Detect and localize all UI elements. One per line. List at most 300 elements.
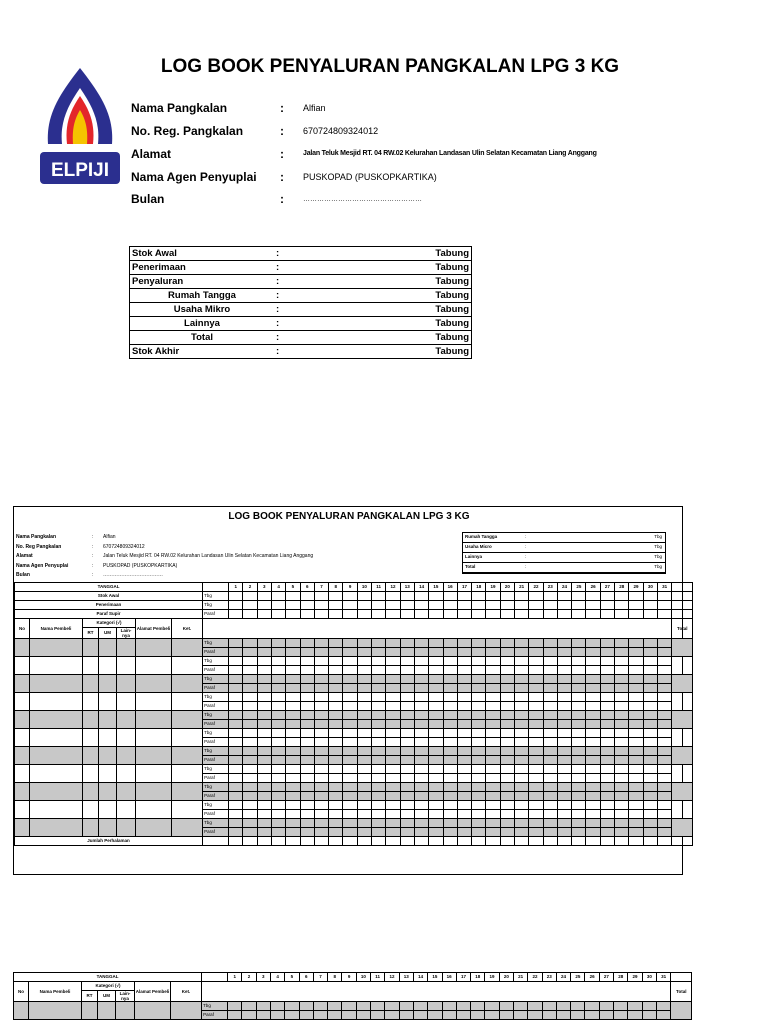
log-cell[interactable] xyxy=(256,1002,270,1011)
buyer-address-cell[interactable] xyxy=(136,639,172,657)
log-cell[interactable] xyxy=(372,601,386,610)
log-cell[interactable] xyxy=(372,675,386,684)
log-cell[interactable] xyxy=(615,592,629,601)
ket-cell[interactable] xyxy=(172,819,203,837)
log-cell[interactable] xyxy=(386,702,400,711)
log-cell[interactable] xyxy=(542,1011,556,1020)
buyer-no-cell[interactable] xyxy=(15,657,30,675)
cat-lain-cell[interactable] xyxy=(117,711,136,729)
log-cell[interactable] xyxy=(486,810,500,819)
log-cell[interactable] xyxy=(586,783,600,792)
log-cell[interactable] xyxy=(629,747,643,756)
log-cell[interactable] xyxy=(357,783,371,792)
log-cell[interactable] xyxy=(442,1002,456,1011)
log-cell[interactable] xyxy=(443,747,457,756)
log-cell[interactable] xyxy=(229,819,243,828)
log-cell[interactable] xyxy=(572,819,586,828)
cat-rt-cell[interactable] xyxy=(83,765,99,783)
log-cell[interactable] xyxy=(229,828,243,837)
log-cell[interactable] xyxy=(271,837,285,846)
log-cell[interactable] xyxy=(586,765,600,774)
log-cell[interactable] xyxy=(500,711,514,720)
log-cell[interactable] xyxy=(357,592,371,601)
log-cell[interactable] xyxy=(229,756,243,765)
log-cell[interactable] xyxy=(328,1011,342,1020)
log-cell[interactable] xyxy=(500,657,514,666)
log-cell[interactable] xyxy=(343,601,357,610)
log-cell[interactable] xyxy=(457,639,471,648)
log-cell[interactable] xyxy=(229,592,243,601)
log-cell[interactable] xyxy=(515,792,529,801)
log-cell[interactable] xyxy=(629,711,643,720)
log-cell[interactable] xyxy=(615,720,629,729)
log-cell[interactable] xyxy=(385,1002,399,1011)
log-cell[interactable] xyxy=(443,610,457,619)
log-cell[interactable] xyxy=(657,801,671,810)
log-cell[interactable] xyxy=(543,729,557,738)
log-cell[interactable] xyxy=(657,675,671,684)
buyer-name-cell[interactable] xyxy=(30,693,83,711)
log-cell[interactable] xyxy=(314,819,328,828)
log-cell[interactable] xyxy=(486,693,500,702)
log-cell[interactable] xyxy=(229,720,243,729)
log-cell[interactable] xyxy=(515,702,529,711)
log-cell[interactable] xyxy=(500,837,514,846)
log-cell[interactable] xyxy=(429,693,443,702)
log-cell[interactable] xyxy=(314,702,328,711)
log-cell[interactable] xyxy=(329,837,343,846)
log-cell[interactable] xyxy=(643,675,657,684)
log-cell[interactable] xyxy=(629,720,643,729)
log-cell[interactable] xyxy=(243,810,257,819)
log-cell[interactable] xyxy=(572,601,586,610)
cat-um-cell[interactable] xyxy=(99,675,117,693)
log-cell[interactable] xyxy=(400,783,414,792)
log-cell[interactable] xyxy=(457,747,471,756)
log-cell[interactable] xyxy=(628,1002,642,1011)
log-cell[interactable] xyxy=(314,747,328,756)
log-cell[interactable] xyxy=(428,1011,442,1020)
log-cell[interactable] xyxy=(543,720,557,729)
log-cell[interactable] xyxy=(629,837,643,846)
log-cell[interactable] xyxy=(600,792,614,801)
log-cell[interactable] xyxy=(357,720,371,729)
log-cell[interactable] xyxy=(557,657,571,666)
log-cell[interactable] xyxy=(515,693,529,702)
log-cell[interactable] xyxy=(586,819,600,828)
log-cell[interactable] xyxy=(443,783,457,792)
log-cell[interactable] xyxy=(557,837,571,846)
log-cell[interactable] xyxy=(472,657,486,666)
log-cell[interactable] xyxy=(657,711,671,720)
log-cell[interactable] xyxy=(271,783,285,792)
log-cell[interactable] xyxy=(572,810,586,819)
log-cell[interactable] xyxy=(529,657,543,666)
log-cell[interactable] xyxy=(657,666,671,675)
log-cell[interactable] xyxy=(414,702,428,711)
buyer-name-cell[interactable] xyxy=(30,729,83,747)
log-cell[interactable] xyxy=(472,601,486,610)
log-cell[interactable] xyxy=(429,592,443,601)
log-cell[interactable] xyxy=(385,1011,399,1020)
log-cell[interactable] xyxy=(243,756,257,765)
log-cell[interactable] xyxy=(543,783,557,792)
log-cell[interactable] xyxy=(314,693,328,702)
log-cell[interactable] xyxy=(343,684,357,693)
log-cell[interactable] xyxy=(357,756,371,765)
cat-rt-cell[interactable] xyxy=(83,711,99,729)
log-cell[interactable] xyxy=(414,756,428,765)
log-cell[interactable] xyxy=(600,657,614,666)
row-total-cell[interactable] xyxy=(672,765,693,783)
log-cell[interactable] xyxy=(356,1011,370,1020)
log-cell[interactable] xyxy=(443,765,457,774)
log-cell[interactable] xyxy=(414,639,428,648)
log-cell[interactable] xyxy=(586,657,600,666)
buyer-address-cell[interactable] xyxy=(136,819,172,837)
log-cell[interactable] xyxy=(543,666,557,675)
log-cell[interactable] xyxy=(529,639,543,648)
log-cell[interactable] xyxy=(443,837,457,846)
log-cell[interactable] xyxy=(557,765,571,774)
log-cell[interactable] xyxy=(229,729,243,738)
log-cell[interactable] xyxy=(615,819,629,828)
log-cell[interactable] xyxy=(429,765,443,774)
log-cell[interactable] xyxy=(329,765,343,774)
log-cell[interactable] xyxy=(343,693,357,702)
log-cell[interactable] xyxy=(629,819,643,828)
log-cell[interactable] xyxy=(657,729,671,738)
log-cell[interactable] xyxy=(543,592,557,601)
log-cell[interactable] xyxy=(472,666,486,675)
log-cell[interactable] xyxy=(528,1011,542,1020)
log-cell[interactable] xyxy=(400,765,414,774)
log-cell[interactable] xyxy=(643,756,657,765)
log-cell[interactable] xyxy=(614,1002,628,1011)
log-cell[interactable] xyxy=(457,648,471,657)
log-cell[interactable] xyxy=(657,610,671,619)
log-cell[interactable] xyxy=(400,601,414,610)
buyer-address-cell[interactable] xyxy=(136,801,172,819)
log-cell[interactable] xyxy=(243,666,257,675)
log-cell[interactable] xyxy=(500,666,514,675)
log-cell[interactable] xyxy=(314,610,328,619)
log-cell[interactable] xyxy=(500,810,514,819)
log-cell[interactable] xyxy=(529,774,543,783)
log-cell[interactable] xyxy=(386,729,400,738)
log-cell[interactable] xyxy=(500,639,514,648)
log-cell[interactable] xyxy=(600,738,614,747)
cat-lain-cell[interactable] xyxy=(117,765,136,783)
log-cell[interactable] xyxy=(586,729,600,738)
log-cell[interactable] xyxy=(499,1002,513,1011)
log-cell[interactable] xyxy=(343,675,357,684)
log-cell[interactable] xyxy=(271,738,285,747)
log-cell[interactable] xyxy=(529,601,543,610)
log-cell[interactable] xyxy=(600,592,614,601)
log-cell[interactable] xyxy=(286,702,300,711)
log-cell[interactable] xyxy=(500,819,514,828)
log-cell[interactable] xyxy=(471,1011,485,1020)
log-cell[interactable] xyxy=(600,702,614,711)
log-cell[interactable] xyxy=(243,657,257,666)
log-cell[interactable] xyxy=(372,657,386,666)
log-cell[interactable] xyxy=(414,810,428,819)
log-cell[interactable] xyxy=(457,810,471,819)
log-cell[interactable] xyxy=(271,601,285,610)
log-cell[interactable] xyxy=(515,720,529,729)
log-cell[interactable] xyxy=(329,666,343,675)
log-cell[interactable] xyxy=(386,657,400,666)
log-cell[interactable] xyxy=(372,792,386,801)
log-cell[interactable] xyxy=(372,610,386,619)
log-cell[interactable] xyxy=(429,828,443,837)
log-cell[interactable] xyxy=(342,1002,356,1011)
log-cell[interactable] xyxy=(314,792,328,801)
log-cell[interactable] xyxy=(486,819,500,828)
log-cell[interactable] xyxy=(600,756,614,765)
log-cell[interactable] xyxy=(386,720,400,729)
log-cell[interactable] xyxy=(386,783,400,792)
log-cell[interactable] xyxy=(429,801,443,810)
ket-cell[interactable] xyxy=(171,1002,202,1020)
log-cell[interactable] xyxy=(386,801,400,810)
log-cell[interactable] xyxy=(286,648,300,657)
log-cell[interactable] xyxy=(400,792,414,801)
log-cell[interactable] xyxy=(329,648,343,657)
log-cell[interactable] xyxy=(457,837,471,846)
log-cell[interactable] xyxy=(586,828,600,837)
log-cell[interactable] xyxy=(414,711,428,720)
log-cell[interactable] xyxy=(472,774,486,783)
log-cell[interactable] xyxy=(572,738,586,747)
log-cell[interactable] xyxy=(414,592,428,601)
ket-cell[interactable] xyxy=(172,765,203,783)
ket-cell[interactable] xyxy=(172,747,203,765)
log-cell[interactable] xyxy=(329,601,343,610)
log-cell[interactable] xyxy=(657,765,671,774)
log-cell[interactable] xyxy=(286,738,300,747)
log-cell[interactable] xyxy=(529,747,543,756)
log-cell[interactable] xyxy=(286,747,300,756)
log-cell[interactable] xyxy=(357,738,371,747)
log-cell[interactable] xyxy=(271,684,285,693)
log-cell[interactable] xyxy=(313,1002,327,1011)
row-total-cell[interactable] xyxy=(672,675,693,693)
log-cell[interactable] xyxy=(600,729,614,738)
log-cell[interactable] xyxy=(486,837,500,846)
log-cell[interactable] xyxy=(372,747,386,756)
log-cell[interactable] xyxy=(657,702,671,711)
log-cell[interactable] xyxy=(314,684,328,693)
log-cell[interactable] xyxy=(429,819,443,828)
log-cell[interactable] xyxy=(400,657,414,666)
log-cell[interactable] xyxy=(243,601,257,610)
log-cell[interactable] xyxy=(600,819,614,828)
log-cell[interactable] xyxy=(529,756,543,765)
log-cell[interactable] xyxy=(329,639,343,648)
log-cell[interactable] xyxy=(243,592,257,601)
log-cell[interactable] xyxy=(543,756,557,765)
log-cell[interactable] xyxy=(657,720,671,729)
log-cell[interactable] xyxy=(643,828,657,837)
log-cell[interactable] xyxy=(286,774,300,783)
log-cell[interactable] xyxy=(542,1002,556,1011)
log-cell[interactable] xyxy=(515,783,529,792)
cat-rt-cell[interactable] xyxy=(83,801,99,819)
log-cell[interactable] xyxy=(443,819,457,828)
log-cell[interactable] xyxy=(257,810,271,819)
log-cell[interactable] xyxy=(557,720,571,729)
log-cell[interactable] xyxy=(414,819,428,828)
log-cell[interactable] xyxy=(557,783,571,792)
log-cell[interactable] xyxy=(229,666,243,675)
log-cell[interactable] xyxy=(257,747,271,756)
log-cell[interactable] xyxy=(257,666,271,675)
log-cell[interactable] xyxy=(615,648,629,657)
log-cell[interactable] xyxy=(457,765,471,774)
log-cell[interactable] xyxy=(329,729,343,738)
log-cell[interactable] xyxy=(472,711,486,720)
log-cell[interactable] xyxy=(314,756,328,765)
log-cell[interactable] xyxy=(615,702,629,711)
log-cell[interactable] xyxy=(372,702,386,711)
log-cell[interactable] xyxy=(329,711,343,720)
log-cell[interactable] xyxy=(372,774,386,783)
log-cell[interactable] xyxy=(229,693,243,702)
log-cell[interactable] xyxy=(472,756,486,765)
log-cell[interactable] xyxy=(443,693,457,702)
log-cell[interactable] xyxy=(372,837,386,846)
log-cell[interactable] xyxy=(529,729,543,738)
log-cell[interactable] xyxy=(414,828,428,837)
cat-um-cell[interactable] xyxy=(99,729,117,747)
log-cell[interactable] xyxy=(271,648,285,657)
log-cell[interactable] xyxy=(229,648,243,657)
log-cell[interactable] xyxy=(599,1002,613,1011)
log-cell[interactable] xyxy=(400,738,414,747)
log-cell[interactable] xyxy=(572,747,586,756)
log-cell[interactable] xyxy=(271,810,285,819)
log-cell[interactable] xyxy=(543,648,557,657)
log-cell[interactable] xyxy=(443,648,457,657)
log-cell[interactable] xyxy=(515,819,529,828)
log-cell[interactable] xyxy=(657,657,671,666)
log-cell[interactable] xyxy=(572,675,586,684)
ket-cell[interactable] xyxy=(172,711,203,729)
log-cell[interactable] xyxy=(515,592,529,601)
log-cell[interactable] xyxy=(271,666,285,675)
log-cell[interactable] xyxy=(414,765,428,774)
log-cell[interactable] xyxy=(615,801,629,810)
log-cell[interactable] xyxy=(643,601,657,610)
log-cell[interactable] xyxy=(443,828,457,837)
log-cell[interactable] xyxy=(529,684,543,693)
log-cell[interactable] xyxy=(286,675,300,684)
log-cell[interactable] xyxy=(457,720,471,729)
log-cell[interactable] xyxy=(271,675,285,684)
log-cell[interactable] xyxy=(572,693,586,702)
log-cell[interactable] xyxy=(572,756,586,765)
log-cell[interactable] xyxy=(285,1011,299,1020)
log-cell[interactable] xyxy=(472,828,486,837)
log-cell[interactable] xyxy=(557,666,571,675)
log-cell[interactable] xyxy=(500,693,514,702)
log-cell[interactable] xyxy=(257,837,271,846)
log-cell[interactable] xyxy=(472,783,486,792)
log-cell[interactable] xyxy=(486,783,500,792)
log-cell[interactable] xyxy=(472,610,486,619)
log-cell[interactable] xyxy=(400,774,414,783)
log-cell[interactable] xyxy=(557,675,571,684)
log-cell[interactable] xyxy=(243,711,257,720)
log-cell[interactable] xyxy=(400,592,414,601)
log-cell[interactable] xyxy=(629,774,643,783)
log-cell[interactable] xyxy=(256,1011,270,1020)
log-cell[interactable] xyxy=(343,765,357,774)
log-cell[interactable] xyxy=(243,702,257,711)
log-cell[interactable] xyxy=(456,1002,470,1011)
log-cell[interactable] xyxy=(342,1011,356,1020)
log-cell[interactable] xyxy=(657,693,671,702)
log-cell[interactable] xyxy=(372,648,386,657)
log-cell[interactable] xyxy=(270,1011,284,1020)
log-cell[interactable] xyxy=(500,801,514,810)
log-cell[interactable] xyxy=(229,711,243,720)
log-cell[interactable] xyxy=(629,648,643,657)
log-cell[interactable] xyxy=(486,684,500,693)
buyer-no-cell[interactable] xyxy=(15,639,30,657)
log-cell[interactable] xyxy=(642,1002,656,1011)
log-cell[interactable] xyxy=(642,1011,656,1020)
log-cell[interactable] xyxy=(557,810,571,819)
log-cell[interactable] xyxy=(400,837,414,846)
log-cell[interactable] xyxy=(557,774,571,783)
log-cell[interactable] xyxy=(343,828,357,837)
log-cell[interactable] xyxy=(257,729,271,738)
log-cell[interactable] xyxy=(643,792,657,801)
log-cell[interactable] xyxy=(500,783,514,792)
log-cell[interactable] xyxy=(386,592,400,601)
log-cell[interactable] xyxy=(543,702,557,711)
buyer-name-cell[interactable] xyxy=(30,711,83,729)
log-cell[interactable] xyxy=(557,756,571,765)
log-cell[interactable] xyxy=(372,828,386,837)
log-cell[interactable] xyxy=(300,837,314,846)
buyer-name-cell[interactable] xyxy=(30,639,83,657)
cat-um-cell[interactable] xyxy=(99,657,117,675)
log-cell[interactable] xyxy=(300,783,314,792)
buyer-no-cell[interactable] xyxy=(15,747,30,765)
log-cell[interactable] xyxy=(300,711,314,720)
log-cell[interactable] xyxy=(343,738,357,747)
log-cell[interactable] xyxy=(257,601,271,610)
log-cell[interactable] xyxy=(543,837,557,846)
log-cell[interactable] xyxy=(457,601,471,610)
log-cell[interactable] xyxy=(400,747,414,756)
log-cell[interactable] xyxy=(599,1011,613,1020)
log-cell[interactable] xyxy=(486,747,500,756)
log-cell[interactable] xyxy=(543,657,557,666)
log-cell[interactable] xyxy=(413,1002,427,1011)
log-cell[interactable] xyxy=(386,738,400,747)
log-cell[interactable] xyxy=(286,729,300,738)
log-cell[interactable] xyxy=(343,819,357,828)
log-cell[interactable] xyxy=(343,801,357,810)
log-cell[interactable] xyxy=(429,810,443,819)
log-cell[interactable] xyxy=(499,1011,513,1020)
log-cell[interactable] xyxy=(657,747,671,756)
